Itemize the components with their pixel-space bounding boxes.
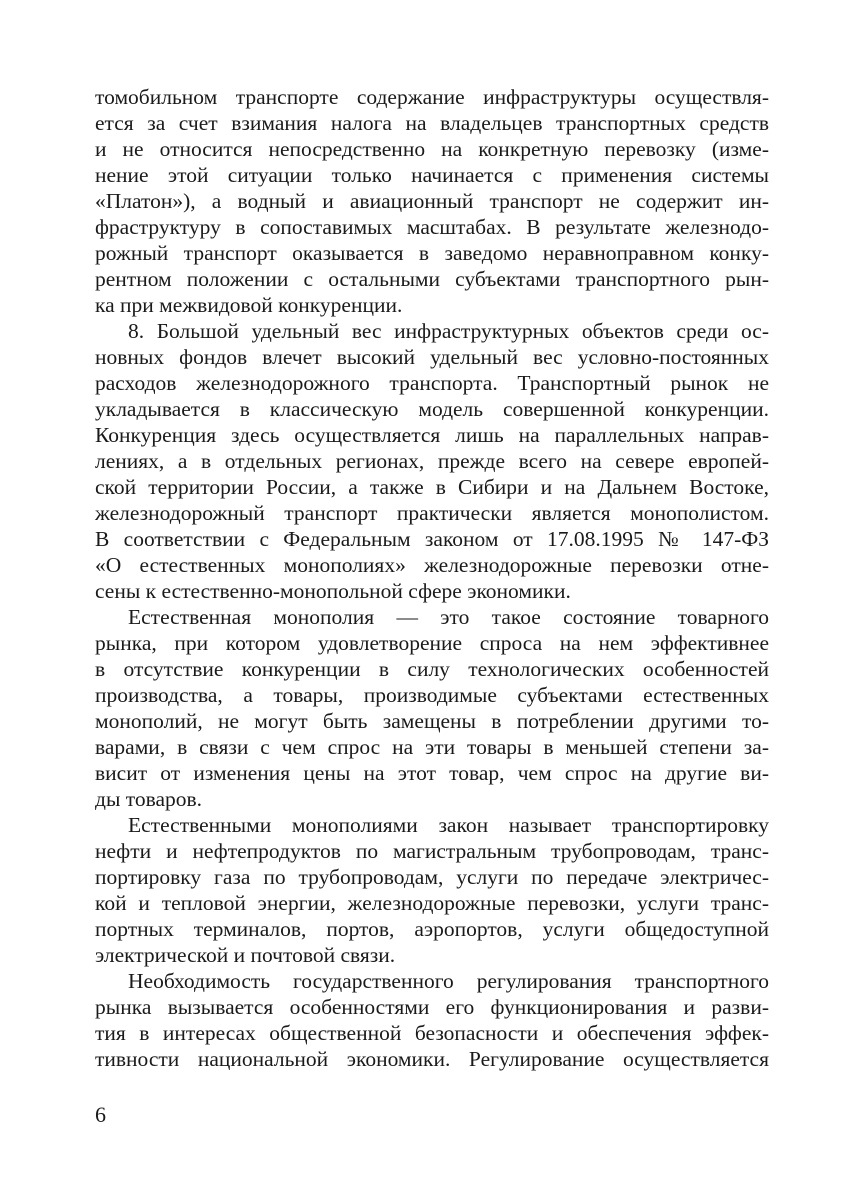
text-line: сены к естественно-монопольной сфере экономики. bbox=[95, 579, 571, 603]
text-line: ды товаров. bbox=[95, 787, 203, 811]
text-line: варами, в связи с чем спрос на эти товары в меньшей степени за- bbox=[95, 735, 769, 759]
text-line: ской территории России, а также в Сибири и на Дальнем Востоке, bbox=[95, 475, 769, 499]
text-line: электрической и почтовой связи. bbox=[95, 943, 396, 967]
text-line: фраструктуру в сопоставимых масштабах. В результате железнодо- bbox=[95, 215, 769, 239]
text-line: кой и тепловой энергии, железнодорожные перевозки, услуги транс- bbox=[95, 891, 769, 915]
text-line: рожный транспорт оказывается в заведомо неравноправном конку- bbox=[95, 241, 769, 265]
paragraph-natural-monopolies-list bbox=[95, 812, 769, 968]
text-line: «Платон»), а водный и авиационный транспорт не содержит ин- bbox=[95, 189, 769, 213]
text-line: рынка вызывается особенностями его функционирования и разви- bbox=[95, 995, 769, 1019]
text-line: портировку газа по трубопроводам, услуги по передаче электричес- bbox=[95, 865, 769, 889]
text-line: укладывается в классическую модель совершенной конкуренции. bbox=[95, 397, 769, 421]
text-line: лениях, а в отдельных регионах, прежде всего на севере европей- bbox=[95, 449, 769, 473]
paragraph-state-regulation bbox=[95, 968, 769, 1072]
text-line: тивности национальной экономики. Регулирование осуществляется bbox=[95, 1047, 769, 1071]
text-line: «О естественных монополиях» железнодорожные перевозки отне- bbox=[95, 553, 769, 577]
text-line: Необходимость государственного регулирования транспортного bbox=[128, 969, 769, 993]
paragraph-continuation bbox=[95, 84, 769, 318]
body-text bbox=[95, 84, 769, 1072]
text-line: тия в интересах общественной безопасности и обеспечения эффек- bbox=[95, 1021, 769, 1045]
text-line: 8. Большой удельный вес инфраструктурных объектов среди ос- bbox=[128, 319, 769, 343]
text-line: железнодорожный транспорт практически является монополистом. bbox=[95, 501, 769, 525]
text-line: висит от изменения цены на этот товар, чем спрос на другие ви- bbox=[95, 761, 769, 785]
text-line: монополий, не могут быть замещены в потреблении другими то- bbox=[95, 709, 769, 733]
text-line: рынка, при котором удовлетворение спроса на нем эффективнее bbox=[95, 631, 769, 655]
text-line: Естественная монополия — это такое состояние товарного bbox=[128, 605, 769, 629]
text-line: Естественными монополиями закон называет транспортировку bbox=[128, 813, 769, 837]
text-line: новных фондов влечет высокий удельный вес условно-постоянных bbox=[95, 345, 769, 369]
page-number: 6 bbox=[95, 1102, 106, 1127]
text-line: Конкуренция здесь осуществляется лишь на параллельных направ- bbox=[95, 423, 769, 447]
text-line: расходов железнодорожного транспорта. Транспортный рынок не bbox=[95, 371, 769, 395]
text-line: ется за счет взимания налога на владельцев транспортных средств bbox=[95, 111, 769, 135]
text-line: ка при межвидовой конкуренции. bbox=[95, 293, 403, 317]
text-line: нение этой ситуации только начинается с применения системы bbox=[95, 163, 769, 187]
text-line: рентном положении с остальными субъектами транспортного рын- bbox=[95, 267, 769, 291]
text-line: В соответствии с Федеральным законом от 17.08.1995 № 147-ФЗ bbox=[95, 527, 769, 551]
text-line: нефти и нефтепродуктов по магистральным трубопроводам, транс- bbox=[95, 839, 769, 863]
text-line: портных терминалов, портов, аэропортов, услуги общедоступной bbox=[95, 917, 769, 941]
text-line: в отсутствие конкуренции в силу технологических особенностей bbox=[95, 657, 769, 681]
text-line: томобильном транспорте содержание инфраструктуры осуществля- bbox=[95, 85, 769, 109]
text-line: и не относится непосредственно на конкретную перевозку (изме- bbox=[95, 137, 769, 161]
text-line: производства, а товары, производимые субъектами естественных bbox=[95, 683, 769, 707]
paragraph-item-8 bbox=[95, 318, 769, 604]
paragraph-natural-monopoly-definition bbox=[95, 604, 769, 812]
